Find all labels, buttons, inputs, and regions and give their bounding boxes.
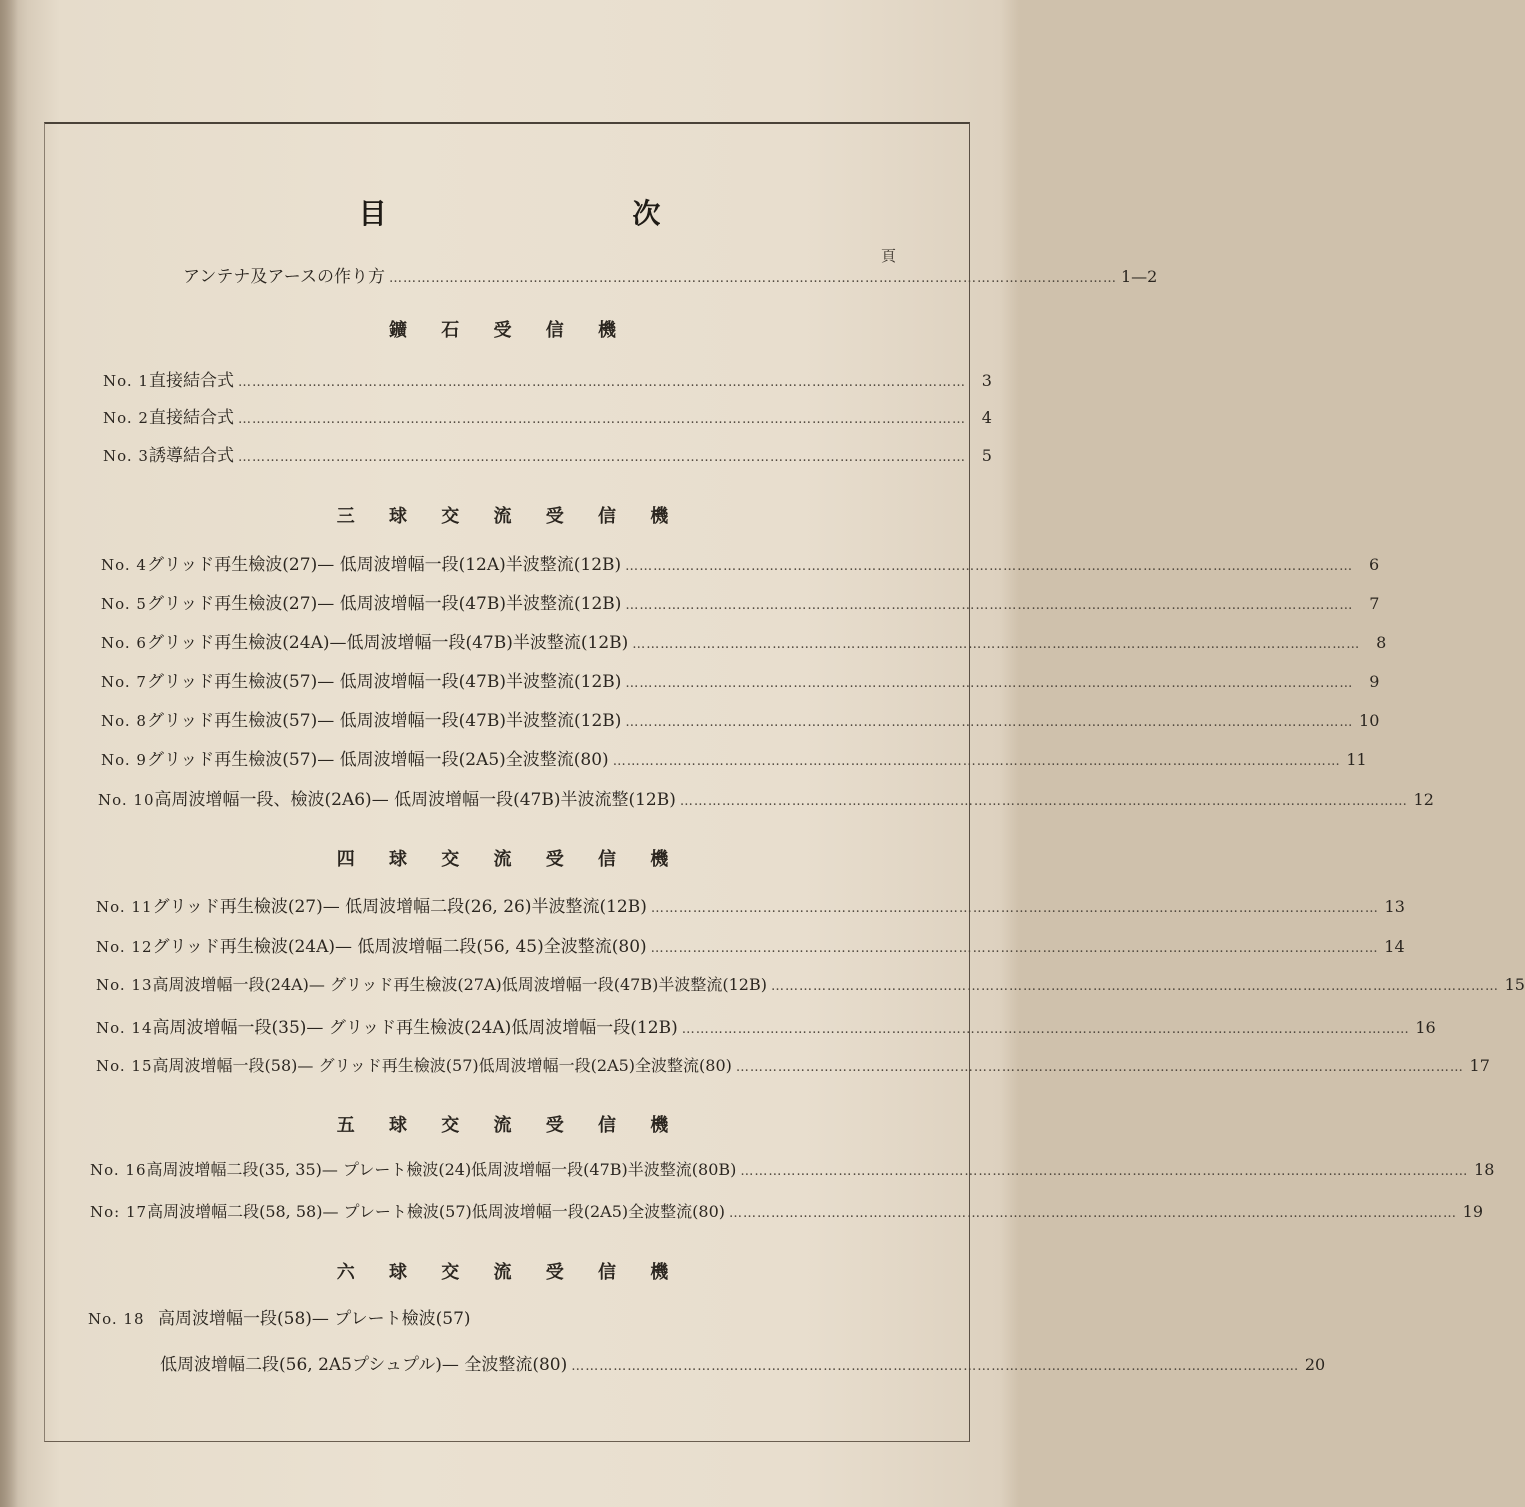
toc-entry-text: グリッド再生檢波(57)— 低周波增幅一段(47B)半波整流(12B) <box>146 672 622 692</box>
toc-entry[interactable] <box>96 1013 1436 1038</box>
leader-dots: ………………………………………………………………………………………………………………………………………… <box>625 559 1354 574</box>
toc-entry-page: 7 <box>1369 594 1380 613</box>
leader-dots: ………………………………………………………………………………………………………………………………………… <box>237 412 966 427</box>
toc-entry[interactable] <box>101 667 1380 692</box>
leader-dots: ………………………………………………………………………………………………………………………………………… <box>237 450 966 465</box>
toc-entry-text: グリッド再生檢波(24A)— 低周波增幅二段(56, 45)全波整流(80) <box>152 937 647 957</box>
leader-dots: ………………………………………………………………………………………………………………………………………… <box>632 637 1361 652</box>
leader-dots: ………………………………………………………………………………………………………………………………………… <box>681 1022 1410 1037</box>
toc-entry[interactable] <box>103 441 992 466</box>
toc-entry-page: 14 <box>1384 937 1405 956</box>
toc-entry-page: 10 <box>1359 711 1380 730</box>
toc-entry-text: 高周波增幅一段(35)— グリッド再生檢波(24A)低周波增幅一段(12B) <box>152 1018 678 1038</box>
toc-entry-page: 9 <box>1369 672 1380 691</box>
leader-dots: ………………………………………………………………………………………………………………………………………… <box>388 271 1117 286</box>
toc-entry-page: 18 <box>1474 1160 1495 1179</box>
toc-entry[interactable] <box>90 1157 1495 1180</box>
toc-entry-page: 20 <box>1304 1355 1326 1374</box>
toc-entry[interactable] <box>96 972 1525 995</box>
toc-entry-text: 誘導結合式 <box>148 446 234 466</box>
leader-dots: ………………………………………………………………………………………………………………………………………… <box>650 901 1379 916</box>
toc-entry-page: 13 <box>1384 897 1405 916</box>
entry-number: No. 7 <box>101 673 147 691</box>
toc-entry[interactable] <box>96 1053 1490 1076</box>
toc-entry-text: グリッド再生檢波(27)— 低周波增幅一段(12A)半波整流(12B) <box>146 555 622 575</box>
toc-entry[interactable] <box>101 589 1380 614</box>
section-heading: 三 球 交 流 受 信 機 <box>336 506 683 527</box>
section-heading: 四 球 交 流 受 信 機 <box>336 849 683 870</box>
section-heading: 五 球 交 流 受 信 機 <box>336 1115 683 1136</box>
toc-entry-page: 19 <box>1462 1202 1483 1221</box>
toc-entry-page: 3 <box>981 371 992 390</box>
entry-number: No: 17 <box>90 1203 148 1221</box>
entry-number: No. 1 <box>103 372 149 390</box>
toc-entry-intro[interactable] <box>183 262 1158 287</box>
toc-entry-page: 6 <box>1368 555 1380 574</box>
entry-number: No. 12 <box>96 938 153 956</box>
toc-entry-text: 高周波增幅一段(24A)— グリッド再生檢波(27A)低周波增幅一段(47B)半波整流(12B) <box>152 975 767 994</box>
toc-entry[interactable] <box>103 403 992 428</box>
entry-number: No. 14 <box>96 1019 153 1037</box>
leader-dots: ………………………………………………………………………………………………………………………………………… <box>571 1359 1300 1374</box>
toc-entry[interactable] <box>90 1199 1483 1222</box>
toc-entry-text: グリッド再生檢波(27)— 低周波增幅一段(47B)半波整流(12B) <box>146 594 622 614</box>
toc-entry-text: 低周波增幅二段(56, 2A5プシュプル)— 全波整流(80) <box>160 1355 568 1375</box>
toc-entry-page: 11 <box>1346 750 1367 769</box>
leader-dots: ………………………………………………………………………………………………………………………………………… <box>237 375 966 390</box>
entry-number: No. 3 <box>103 447 149 465</box>
leader-dots: ………………………………………………………………………………………………………………………………………… <box>612 754 1341 769</box>
leader-dots: ………………………………………………………………………………………………………………………………………… <box>729 1206 1457 1221</box>
title-wrap <box>0 192 1019 232</box>
toc-entry[interactable] <box>103 366 992 391</box>
toc-entry-text: 高周波增幅一段(58)— グリッド再生檢波(57)低周波增幅一段(2A5)全波整流(80) <box>152 1056 732 1075</box>
entry-number: No. 4 <box>101 556 147 574</box>
toc-entry[interactable] <box>101 628 1387 653</box>
toc-entry[interactable] <box>101 706 1380 731</box>
toc-entry-text: 直接結合式 <box>148 408 234 428</box>
entry-number: No. 10 <box>98 791 155 809</box>
leader-dots: ………………………………………………………………………………………………………………………………………… <box>625 676 1354 691</box>
entry-number: No. 15 <box>96 1057 153 1075</box>
toc-entry-text: アンテナ及アースの作り方 <box>183 267 385 287</box>
leader-dots: ………………………………………………………………………………………………………………………………………… <box>625 715 1354 730</box>
toc-entry-page: 4 <box>981 408 992 427</box>
toc-entry-page: 16 <box>1415 1018 1436 1037</box>
entry-number: No. 9 <box>101 751 147 769</box>
page-column-header: 頁 <box>880 247 896 265</box>
toc-entry[interactable] <box>101 550 1380 575</box>
page-title: 目 次 <box>358 197 779 230</box>
entry-number: No. 18 <box>88 1310 145 1328</box>
leader-dots: ………………………………………………………………………………………………………………………………………… <box>625 598 1354 613</box>
toc-entry[interactable] <box>98 785 1434 810</box>
toc-entry-text: 高周波增幅二段(58, 58)— プレート檢波(57)低周波增幅一段(2A5)全波整流(80) <box>147 1202 725 1221</box>
toc-entry-page: 17 <box>1469 1056 1490 1075</box>
toc-entry-page: 1—2 <box>1120 267 1158 286</box>
leader-dots: ………………………………………………………………………………………………………………………………………… <box>650 941 1379 956</box>
toc-entry-continuation[interactable] <box>160 1350 1326 1375</box>
section-heading: 鑛 石 受 信 機 <box>388 320 631 341</box>
toc-entry-text: グリッド再生檢波(57)— 低周波增幅一段(2A5)全波整流(80) <box>146 750 609 770</box>
toc-entry-text: 高周波增幅一段(58)— プレート檢波(57) <box>158 1309 471 1329</box>
entry-number: No. 16 <box>90 1161 147 1179</box>
toc-entry-text: グリッド再生檢波(24A)—低周波增幅一段(47B)半波整流(12B) <box>146 633 629 653</box>
entry-number: No. 11 <box>96 898 153 916</box>
section-heading: 六 球 交 流 受 信 機 <box>336 1262 683 1283</box>
leader-dots: ………………………………………………………………………………………………………………………………………… <box>679 794 1408 809</box>
toc-entry-text: グリッド再生檢波(57)— 低周波增幅一段(47B)半波整流(12B) <box>146 711 622 731</box>
entry-number: No. 8 <box>101 712 147 730</box>
toc-entry-page: 15 <box>1504 975 1525 994</box>
leader-dots: ………………………………………………………………………………………………………………………………………… <box>770 979 1499 994</box>
toc-entry[interactable] <box>88 1304 508 1329</box>
toc-entry-text: グリッド再生檢波(27)— 低周波增幅二段(26, 26)半波整流(12B) <box>152 897 647 917</box>
entry-number: No. 6 <box>101 634 147 652</box>
entry-number: No. 5 <box>101 595 147 613</box>
toc-entry-page: 5 <box>981 446 992 465</box>
leader-dots: ………………………………………………………………………………………………………………………………………… <box>740 1164 1469 1179</box>
toc-entry[interactable] <box>101 745 1367 770</box>
toc-entry[interactable] <box>96 932 1405 957</box>
toc-entry-page: 8 <box>1376 633 1387 652</box>
toc-entry-text: 高周波增幅一段、檢波(2A6)— 低周波增幅一段(47B)半波流整(12B) <box>154 790 676 810</box>
toc-entry-page: 12 <box>1413 790 1434 809</box>
entry-number: No. 2 <box>103 409 149 427</box>
toc-entry[interactable] <box>96 892 1405 917</box>
entry-number: No. 13 <box>96 976 153 994</box>
leader-dots: ………………………………………………………………………………………………………………………………………… <box>735 1060 1464 1075</box>
toc-entry-text: 直接結合式 <box>148 371 234 391</box>
toc-entry-text: 高周波增幅二段(35, 35)— プレート檢波(24)低周波增幅一段(47B)半波整流(80B) <box>146 1160 737 1179</box>
